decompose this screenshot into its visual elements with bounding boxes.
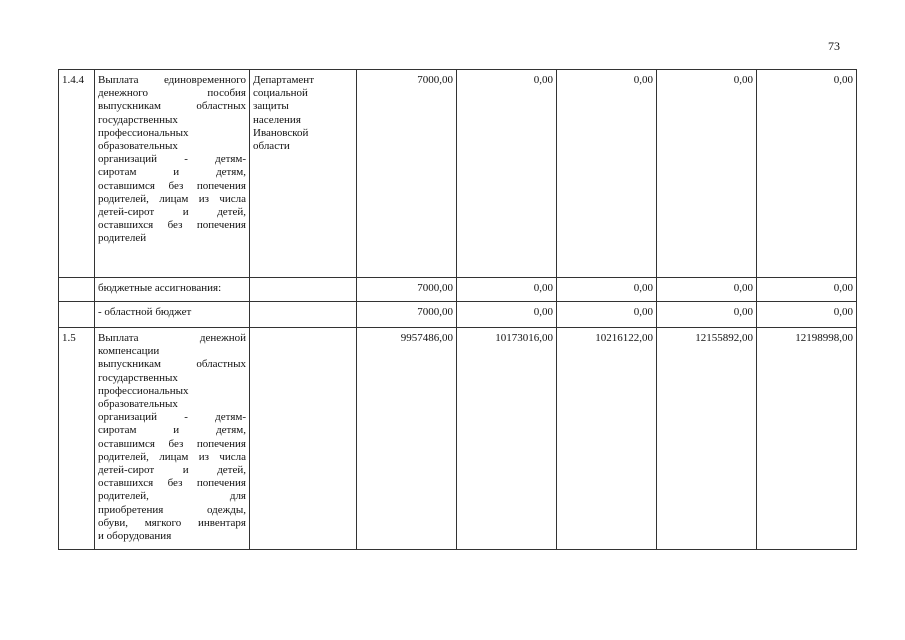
description-line: профессиональных: [98, 384, 189, 397]
value-cell-year-5: 0,00: [757, 278, 857, 302]
row-number-cell: 1.4.4: [59, 70, 95, 278]
value-cell-year-4: 0,00: [657, 302, 757, 328]
value-cell-year-2: 0,00: [457, 302, 557, 328]
description-line: выпускникам областных: [98, 100, 246, 113]
executor-cell: [250, 278, 357, 302]
value-cell-year-4: 0,00: [657, 278, 757, 302]
budget-table: [58, 69, 857, 550]
description-line: компенсации: [98, 345, 160, 358]
description-line: родителей, лицам из числа: [98, 192, 246, 205]
description-line: государственных: [98, 113, 178, 126]
description-line: оставшихся без попечения: [98, 219, 246, 232]
table-row: [59, 302, 857, 328]
table-row: [59, 70, 857, 278]
row-number-cell: 1.5: [59, 328, 95, 550]
description-line: Выплата единовременного: [98, 74, 246, 86]
description-line: денежного пособия: [98, 87, 246, 100]
description-line: родителей, для: [98, 490, 246, 503]
value-cell-year-3: 0,00: [557, 302, 657, 328]
value-cell-year-5: 0,00: [757, 302, 857, 328]
executor-line: области: [253, 140, 290, 153]
value-cell-year-2: 10173016,00: [457, 328, 557, 550]
value-cell-year-3: 10216122,00: [557, 328, 657, 550]
executor-line: Департамент: [253, 74, 315, 86]
description-line: приобретения одежды,: [98, 503, 246, 516]
description-cell: [95, 302, 250, 328]
executor-cell: [250, 70, 357, 278]
description-line: образовательных: [98, 140, 178, 153]
description-line: Выплата денежной: [98, 332, 246, 344]
value-cell-year-5: 12198998,00: [757, 328, 857, 550]
description-line: организаций - детям-: [98, 411, 246, 424]
description-line: и оборудования: [98, 530, 172, 543]
description-cell: [95, 278, 250, 302]
executor-line: населения: [253, 113, 301, 126]
description-line: детей-сирот и детей,: [98, 464, 246, 477]
executor-line: Ивановской: [253, 126, 309, 139]
executor-line: защиты: [253, 100, 289, 113]
value-cell-year-1: 7000,00: [357, 278, 457, 302]
page-number: 73: [828, 39, 840, 53]
description-line: бюджетные ассигнования:: [98, 282, 222, 294]
row-number-cell: [59, 302, 95, 328]
value-cell-year-4: 0,00: [657, 70, 757, 278]
value-cell-year-2: 0,00: [457, 278, 557, 302]
value-cell-year-2: 0,00: [457, 70, 557, 278]
description-line: выпускникам областных: [98, 358, 246, 371]
value-cell-year-4: 12155892,00: [657, 328, 757, 550]
description-line: детей-сирот и детей,: [98, 206, 246, 219]
description-line: обуви, мягкого инвентаря: [98, 516, 246, 529]
value-cell-year-1: 7000,00: [357, 302, 457, 328]
description-line: оставшихся без попечения: [98, 477, 246, 490]
value-cell-year-5: 0,00: [757, 70, 857, 278]
description-line: оставшимся без попечения: [98, 437, 246, 450]
description-cell: [95, 70, 250, 278]
description-line: сиротам и детям,: [98, 424, 246, 437]
description-line: - областной бюджет: [98, 306, 192, 318]
value-cell-year-3: 0,00: [557, 70, 657, 278]
value-cell-year-1: 9957486,00: [357, 328, 457, 550]
value-cell-year-3: 0,00: [557, 278, 657, 302]
table-row: [59, 328, 857, 550]
description-line: оставшимся без попечения: [98, 179, 246, 192]
description-line: сиротам и детям,: [98, 166, 246, 179]
executor-cell: [250, 328, 357, 550]
table-row: [59, 278, 857, 302]
value-cell-year-1: 7000,00: [357, 70, 457, 278]
description-cell: [95, 328, 250, 550]
row-number-cell: [59, 278, 95, 302]
description-line: родителей, лицам из числа: [98, 450, 246, 463]
executor-cell: [250, 302, 357, 328]
description-line: профессиональных: [98, 126, 189, 139]
executor-line: социальной: [253, 87, 308, 100]
description-line: государственных: [98, 371, 178, 384]
description-line: образовательных: [98, 398, 178, 411]
description-line: организаций - детям-: [98, 153, 246, 166]
description-line: родителей: [98, 232, 147, 245]
